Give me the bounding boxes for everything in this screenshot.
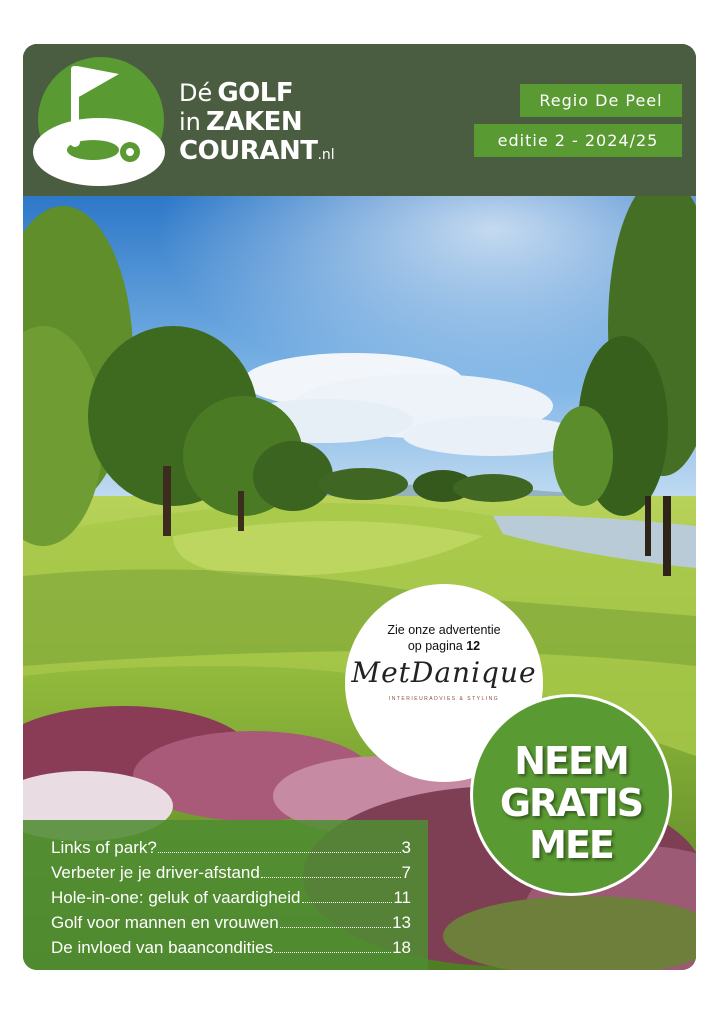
ad-line-2	[345, 638, 543, 654]
toc-item-title: De invloed van baancondities	[51, 938, 274, 957]
golf-flag-logo-icon	[33, 54, 169, 186]
toc-item-page: 13	[392, 913, 411, 932]
advertiser-logo: MetDanique	[351, 656, 537, 689]
toc-leader	[158, 852, 401, 853]
toc-item[interactable]	[51, 934, 411, 958]
advertiser-tagline: INTERIEURADVIES & STYLING	[388, 696, 500, 702]
ad-page-number: 12	[466, 639, 481, 653]
ad-line-1: Zie onze advertentie	[387, 623, 501, 637]
brand-de: Dé	[179, 79, 213, 107]
toc-item[interactable]	[51, 834, 411, 858]
toc-item[interactable]	[51, 859, 411, 883]
toc-leader	[274, 952, 391, 953]
toc-item-page: 18	[392, 938, 411, 957]
brand-golf: GOLF	[217, 78, 294, 108]
toc-item[interactable]	[51, 884, 411, 908]
free-line-3: MEE	[529, 823, 613, 867]
cover-header	[23, 44, 696, 196]
toc-item-title: Hole-in-one: geluk of vaardigheid	[51, 888, 301, 907]
brand-suffix: .nl	[317, 147, 335, 163]
toc-item[interactable]	[51, 909, 411, 933]
free-copy-badge	[470, 694, 672, 896]
toc-leader	[280, 927, 391, 928]
toc-leader	[261, 877, 401, 878]
region-badge: Regio De Peel	[520, 84, 682, 117]
brand-wordmark	[179, 80, 335, 168]
toc-item-page: 3	[401, 838, 411, 857]
toc-item-title: Verbeter je je driver-afstand	[51, 863, 260, 882]
brand-in: in	[179, 108, 201, 136]
free-line-1: NEEM	[514, 739, 628, 783]
toc-item-title: Golf voor mannen en vrouwen	[51, 913, 279, 932]
toc-leader	[302, 902, 393, 903]
brand-courant: COURANT	[179, 136, 318, 166]
magazine-cover	[23, 44, 696, 970]
toc-item-page: 11	[393, 888, 411, 907]
free-line-2: GRATIS	[499, 781, 643, 825]
toc-item-title: Links of park?	[51, 838, 157, 857]
brand-zaken: ZAKEN	[205, 107, 303, 137]
toc-item-page: 7	[401, 863, 411, 882]
table-of-contents	[23, 820, 428, 970]
edition-badge: editie 2 - 2024/25	[474, 124, 682, 157]
ad-page-prefix: op pagina	[407, 639, 467, 653]
